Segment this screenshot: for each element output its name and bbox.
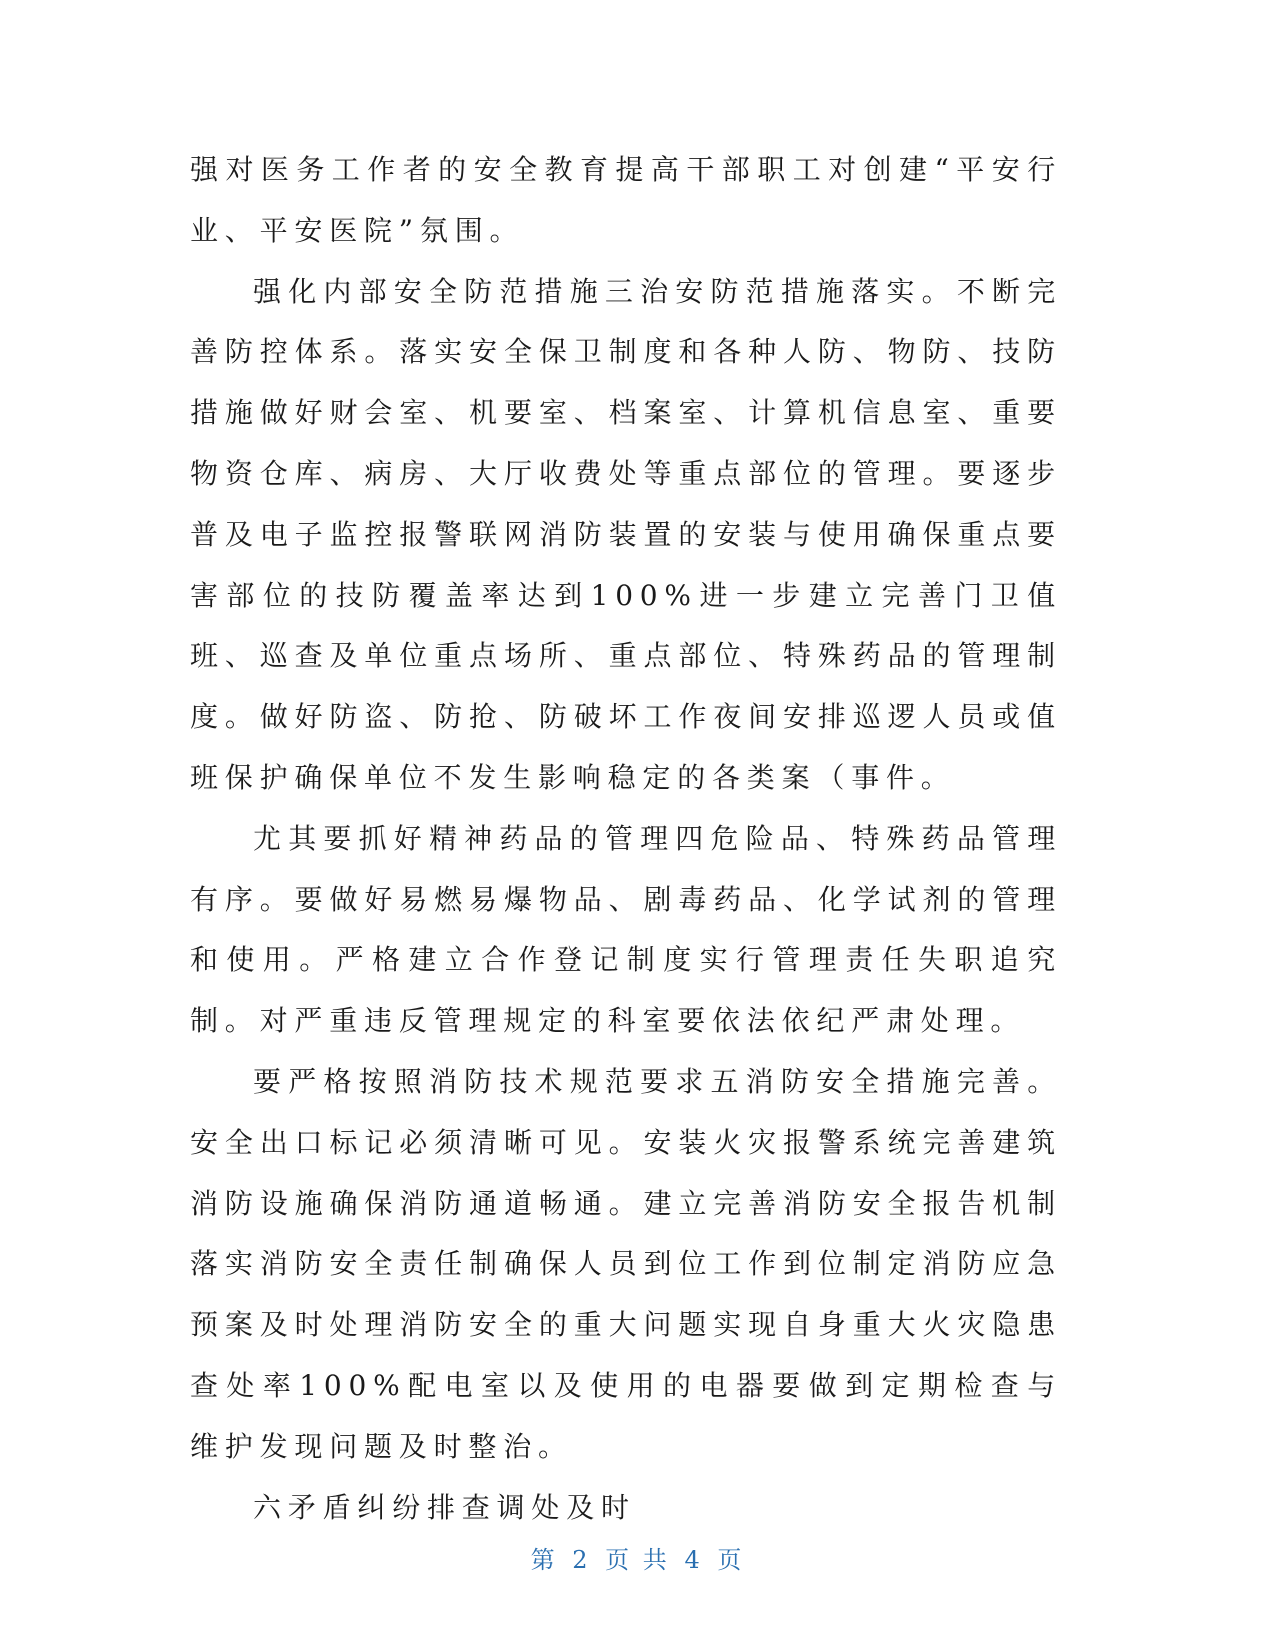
total-pages-number: 4 xyxy=(684,1546,703,1574)
paragraph-fire-safety: 要严格按照消防技术规范要求五消防安全措施完善。安全出口标记必须清晰可见。安装火灾报警系统完善建筑消防设施确保消防通道畅通。建立完善消防安全报告机制落实消防安全责任制确保人员到位工作到位制定消防应急预案及时处理消防安全的重大问题实现自身重大火灾隐患查处率100%配电室以及使用的电器要做到定期检查与维护发现问题及时整治。 xyxy=(190,1064,1062,1463)
paragraph-dispute-heading: 六矛盾纠纷排查调处及时 xyxy=(253,1490,636,1524)
footer-prefix: 第 xyxy=(530,1546,558,1574)
footer-middle: 页 共 xyxy=(605,1546,670,1574)
paragraph-continuation: 强对医务工作者的安全教育提高干部职工对创建“平安行业、平安医院”氛围。 xyxy=(190,153,1062,247)
paragraph-drug-management: 尤其要抓好精神药品的管理四危险品、特殊药品管理有序。要做好易燃易爆物品、剧毒药品、化学试剂的管理和使用。严格建立合作登记制度实行管理责任失职追究制。对严重违反管理规定的科室要依法依纪严肃处理。 xyxy=(190,821,1062,1038)
paragraph-security-measures: 强化内部安全防范措施三治安防范措施落实。不断完善防控体系。落实安全保卫制度和各种人防、物防、技防措施做好财会室、机要室、档案室、计算机信息室、重要物资仓库、病房、大厅收费处等重点部位的管理。要逐步普及电子监控报警联网消防装置的安装与使用确保重点要害部位的技防覆盖率达到100%进一步建立完善门卫值班、巡查及单位重点场所、重点部位、特殊药品的管理制度。做好防盗、防抢、防破坏工作夜间安排巡逻人员或值班保护确保单位不发生影响稳定的各类案（事件。 xyxy=(190,274,1062,794)
current-page-number: 2 xyxy=(572,1546,591,1574)
footer-suffix: 页 xyxy=(717,1546,745,1574)
page-footer xyxy=(0,1540,1275,1575)
document-body xyxy=(190,140,1062,1538)
